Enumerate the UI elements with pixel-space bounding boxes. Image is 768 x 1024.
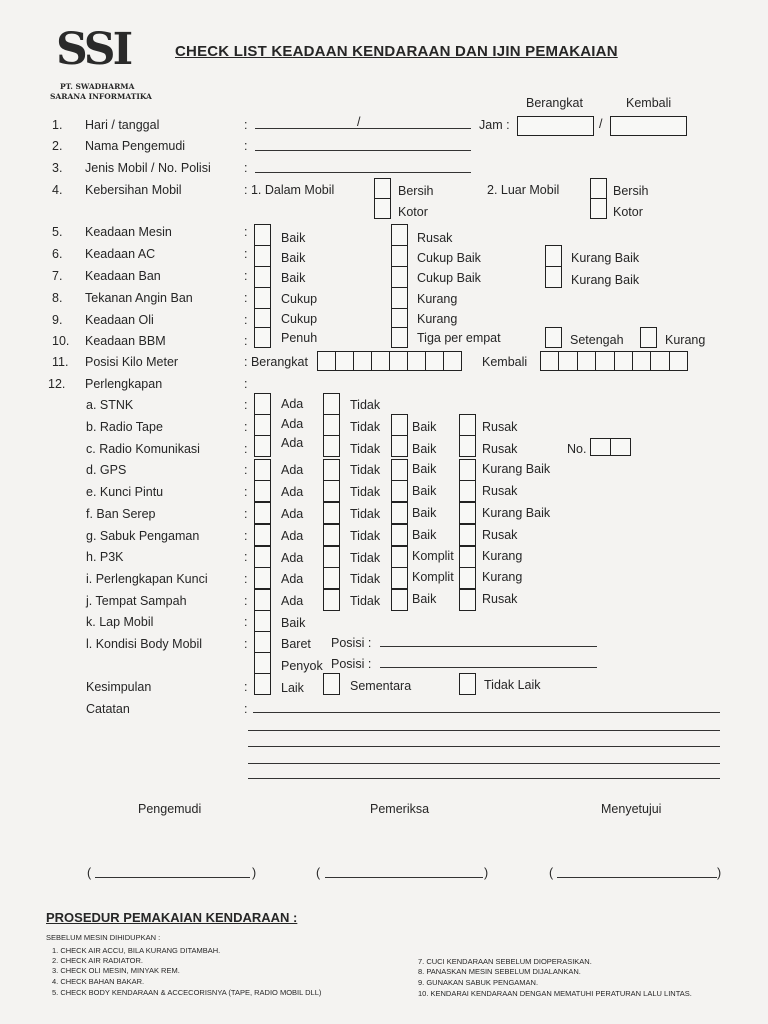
option-label: Ada <box>281 417 304 431</box>
paren-open: ( <box>87 866 92 880</box>
radio-number-boxes[interactable] <box>590 438 631 456</box>
option-label: Ada <box>281 485 304 499</box>
lap-mobil-label: k. Lap Mobil <box>86 615 154 629</box>
option-label: Rusak <box>417 231 453 245</box>
berangkat-label: : Berangkat <box>244 355 308 369</box>
option-label: Kurang Baik <box>482 462 551 476</box>
keadaan-oli-label: Keadaan Oli <box>85 313 154 327</box>
catatan-line-3[interactable] <box>248 746 720 747</box>
option-label: Kurang <box>417 292 458 306</box>
option-label: Baik <box>412 484 437 498</box>
kilo-meter-label: Posisi Kilo Meter <box>85 355 179 369</box>
row-number: 9. <box>52 313 63 327</box>
option-label: Tidak <box>350 485 381 499</box>
option-label: Tidak <box>350 398 381 412</box>
mesin-rusak-checkbox[interactable] <box>391 224 408 246</box>
colon: : <box>244 313 248 327</box>
km-kembali-boxes[interactable] <box>540 351 688 371</box>
radio-komunikasi-rusak-checkbox[interactable] <box>459 435 476 457</box>
gps-kurang-baik-checkbox[interactable] <box>459 459 476 481</box>
hari-tanggal-field[interactable] <box>255 128 471 129</box>
menyetujui-signature-line[interactable] <box>557 877 717 878</box>
sabuk-pengaman-label: g. Sabuk Pengaman <box>86 529 200 543</box>
row-number: 4. <box>52 183 63 197</box>
option-label: Baik <box>281 231 306 245</box>
ban-cukup-baik-checkbox[interactable] <box>391 266 408 288</box>
procedure-item: 3. CHECK OLI MESIN, MINYAK REM. <box>52 966 180 975</box>
option-label: Tidak <box>350 442 381 456</box>
kembali-header: Kembali <box>626 96 672 110</box>
row-number: 1. <box>52 118 63 132</box>
option-label: Tidak <box>350 463 381 477</box>
radio-tape-rusak-checkbox[interactable] <box>459 414 476 436</box>
procedure-item: 9. GUNAKAN SABUK PENGAMAN. <box>418 978 539 987</box>
option-label: Penuh <box>281 331 318 345</box>
colon: : <box>244 161 248 175</box>
bersih-label: Bersih <box>613 184 649 198</box>
option-label: Ada <box>281 463 304 477</box>
perlengkapan-kunci-komplit-checkbox[interactable] <box>391 567 408 589</box>
option-label: Kurang Baik <box>571 273 640 287</box>
perlengkapan-kunci-ada-checkbox[interactable] <box>254 567 271 589</box>
paren-open: ( <box>549 866 554 880</box>
kotor-label: Kotor <box>613 205 643 219</box>
radio-tape-tidak-checkbox[interactable] <box>323 414 340 436</box>
procedure-item: 7. CUCI KENDARAAN SEBELUM DIOPERASIKAN. <box>418 957 592 966</box>
ban-serep-label: f. Ban Serep <box>86 507 156 521</box>
option-label: Baik <box>281 271 306 285</box>
colon: : <box>244 463 248 477</box>
sabuk-baik-checkbox[interactable] <box>391 524 408 546</box>
colon: : <box>244 637 248 651</box>
option-label: Laik <box>281 681 304 695</box>
colon: : <box>244 529 248 543</box>
option-label: Ada <box>281 551 304 565</box>
tekanan-angin-label: Tekanan Angin Ban <box>85 291 193 305</box>
radio-tape-baik-checkbox[interactable] <box>391 414 408 436</box>
option-label: Baik <box>412 506 437 520</box>
gps-ada-checkbox[interactable] <box>254 459 271 481</box>
keadaan-ban-label: Keadaan Ban <box>85 269 161 283</box>
option-label: Baret <box>281 637 311 651</box>
km-berangkat-boxes[interactable] <box>317 351 462 371</box>
row-number: 5. <box>52 225 63 239</box>
ban-serep-kurang-baik-checkbox[interactable] <box>459 502 476 524</box>
procedure-title: PROSEDUR PEMAKAIAN KENDARAAN : <box>46 910 298 925</box>
p3k-komplit-checkbox[interactable] <box>391 546 408 568</box>
row-number: 11. <box>52 355 69 369</box>
form-title: CHECK LIST KEADAAN KENDARAAN DAN IJIN PEMAKAIAN <box>175 43 618 60</box>
perlengkapan-label: Perlengkapan <box>85 377 163 391</box>
tempat-sampah-baik-checkbox[interactable] <box>391 589 408 611</box>
ban-serep-ada-checkbox[interactable] <box>254 502 271 524</box>
pengemudi-signature-line[interactable] <box>95 877 250 878</box>
colon: : <box>244 442 248 456</box>
dalam-bersih-checkbox[interactable] <box>374 178 391 199</box>
jenis-mobil-field[interactable] <box>255 172 471 173</box>
option-label: Cukup <box>281 312 318 326</box>
row-number: 10. <box>52 334 70 348</box>
dalam-kotor-checkbox[interactable] <box>374 198 391 219</box>
row-number: 12. <box>48 377 66 391</box>
option-label: Baik <box>412 592 437 606</box>
colon: : <box>244 269 248 283</box>
row-number: 2. <box>52 139 63 153</box>
menyetujui-signature-label: Menyetujui <box>601 802 662 816</box>
option-label: Tidak <box>350 551 381 565</box>
berangkat-header: Berangkat <box>526 96 583 110</box>
company-name-line1: PT. SWADHARMA <box>60 82 135 91</box>
jam-slash: / <box>599 117 603 131</box>
colon: : <box>244 291 248 305</box>
option-label: Ada <box>281 507 304 521</box>
p3k-ada-checkbox[interactable] <box>254 546 271 568</box>
radio-komunikasi-ada-checkbox[interactable] <box>254 435 271 457</box>
sabuk-tidak-checkbox[interactable] <box>323 524 340 546</box>
option-label: Baik <box>281 251 306 265</box>
angin-cukup-checkbox[interactable] <box>254 287 271 309</box>
kesimpulan-label: Kesimpulan <box>86 680 152 694</box>
luar-kotor-checkbox[interactable] <box>590 198 607 219</box>
paren-close: ) <box>484 866 489 880</box>
paren-close: ) <box>252 866 257 880</box>
no-label: No. <box>567 442 587 456</box>
colon: : <box>244 702 248 716</box>
colon: : <box>244 139 248 153</box>
stnk-label: a. STNK <box>86 398 134 412</box>
procedure-item: 4. CHECK BAHAN BAKAR. <box>52 977 145 986</box>
ac-kurang-baik-checkbox[interactable] <box>545 245 562 267</box>
option-label: Baik <box>412 528 437 542</box>
catatan-line-4[interactable] <box>248 763 720 764</box>
p3k-label: h. P3K <box>86 550 124 564</box>
posisi-baret-field[interactable] <box>380 646 597 647</box>
catatan-line-1[interactable] <box>253 712 720 713</box>
bbm-penuh-checkbox[interactable] <box>254 327 271 348</box>
ban-serep-baik-checkbox[interactable] <box>391 502 408 524</box>
row-number: 8. <box>52 291 63 305</box>
bbm-tiga-per-empat-checkbox[interactable] <box>391 327 408 348</box>
ssi-logo: SSI <box>56 24 131 75</box>
procedure-item: 10. KENDARAI KENDARAAN DENGAN MEMATUHI PERATURAN LALU LINTAS. <box>418 989 692 998</box>
colon: : <box>244 420 248 434</box>
option-label: Kurang Baik <box>482 506 551 520</box>
option-label: Setengah <box>570 333 624 347</box>
row-number: 3. <box>52 161 63 175</box>
option-label: Kurang <box>665 333 706 347</box>
option-label: Kurang <box>482 549 523 563</box>
option-label: Tidak <box>350 420 381 434</box>
row-number: 6. <box>52 247 63 261</box>
kunci-pintu-ada-checkbox[interactable] <box>254 480 271 502</box>
ban-serep-tidak-checkbox[interactable] <box>323 502 340 524</box>
kunci-pintu-label: e. Kunci Pintu <box>86 485 164 499</box>
option-label: Tidak <box>350 529 381 543</box>
kotor-label: Kotor <box>398 205 428 219</box>
tempat-sampah-ada-checkbox[interactable] <box>254 589 271 611</box>
ban-baik-checkbox[interactable] <box>254 266 271 288</box>
jam-kembali-box[interactable] <box>610 116 687 136</box>
option-label: Tidak Laik <box>484 678 541 692</box>
kebersihan-label: Kebersihan Mobil <box>85 183 182 197</box>
lap-mobil-baik-checkbox[interactable] <box>254 610 271 632</box>
option-label: Ada <box>281 529 304 543</box>
option-label: Baik <box>412 420 437 434</box>
tempat-sampah-rusak-checkbox[interactable] <box>459 589 476 611</box>
option-label: Tidak <box>350 594 381 608</box>
pemeriksa-signature-label: Pemeriksa <box>370 802 430 816</box>
colon: : <box>244 572 248 586</box>
sementara-checkbox[interactable] <box>323 673 340 695</box>
option-label: Penyok <box>281 659 323 673</box>
colon: : <box>244 398 248 412</box>
perlengkapan-kunci-tidak-checkbox[interactable] <box>323 567 340 589</box>
bbm-setengah-checkbox[interactable] <box>545 327 562 348</box>
option-label: Cukup <box>281 292 318 306</box>
luar-mobil-label: 2. Luar Mobil <box>487 183 560 197</box>
option-label: Sementara <box>350 679 412 693</box>
radio-komunikasi-label: c. Radio Komunikasi <box>86 442 200 456</box>
posisi-label: Posisi : <box>331 657 372 671</box>
radio-komunikasi-baik-checkbox[interactable] <box>391 435 408 457</box>
stnk-tidak-checkbox[interactable] <box>323 393 340 415</box>
option-label: Cukup Baik <box>417 271 481 285</box>
option-label: Kurang <box>482 570 523 584</box>
option-label: Cukup Baik <box>417 251 481 265</box>
perlengkapan-kunci-kurang-checkbox[interactable] <box>459 567 476 589</box>
procedure-item: 2. CHECK AIR RADIATOR. <box>52 956 143 965</box>
colon: : <box>244 680 248 694</box>
colon: : <box>244 334 248 348</box>
procedure-item: 8. PANASKAN MESIN SEBELUM DIJALANKAN. <box>418 967 581 976</box>
procedure-item: 5. CHECK BODY KENDARAAN & ACCECORISNYA (TAPE, RADIO MOBIL DLL) <box>52 988 322 997</box>
option-label: Komplit <box>412 570 454 584</box>
bersih-label: Bersih <box>398 184 434 198</box>
company-name-line2: SARANA INFORMATIKA <box>50 92 152 101</box>
option-label: Baik <box>281 616 306 630</box>
angin-kurang-checkbox[interactable] <box>391 287 408 309</box>
ac-baik-checkbox[interactable] <box>254 245 271 267</box>
keadaan-ac-label: Keadaan AC <box>85 247 156 261</box>
option-label: Ada <box>281 397 304 411</box>
bbm-kurang-checkbox[interactable] <box>640 327 657 348</box>
mesin-baik-checkbox[interactable] <box>254 224 271 246</box>
procedure-subtitle: SEBELUM MESIN DIHIDUPKAN : <box>46 933 161 942</box>
keadaan-bbm-label: Keadaan BBM <box>85 334 166 348</box>
option-label: Baik <box>412 462 437 476</box>
jam-label: Jam : <box>479 118 510 132</box>
kondisi-body-label: l. Kondisi Body Mobil <box>86 637 203 651</box>
option-label: Rusak <box>482 528 518 542</box>
option-label: Rusak <box>482 420 518 434</box>
kunci-pintu-rusak-checkbox[interactable] <box>459 480 476 502</box>
sabuk-ada-checkbox[interactable] <box>254 524 271 546</box>
paren-close: ) <box>717 866 722 880</box>
date-slash: / <box>357 115 361 129</box>
option-label: Tidak <box>350 507 381 521</box>
radio-tape-ada-checkbox[interactable] <box>254 414 271 436</box>
tempat-sampah-label: j. Tempat Sampah <box>86 594 187 608</box>
p3k-kurang-checkbox[interactable] <box>459 546 476 568</box>
colon: : <box>244 247 248 261</box>
dalam-mobil-label: : 1. Dalam Mobil <box>244 183 335 197</box>
catatan-line-5[interactable] <box>248 778 720 779</box>
option-label: Kurang Baik <box>571 251 640 265</box>
colon: : <box>244 594 248 608</box>
posisi-penyok-field[interactable] <box>380 667 597 668</box>
paren-open: ( <box>316 866 321 880</box>
kunci-pintu-baik-checkbox[interactable] <box>391 480 408 502</box>
option-label: Tiga per empat <box>417 331 501 345</box>
p3k-tidak-checkbox[interactable] <box>323 546 340 568</box>
colon: : <box>244 118 248 132</box>
row-number: 7. <box>52 269 63 283</box>
kunci-pintu-tidak-checkbox[interactable] <box>323 480 340 502</box>
tidak-laik-checkbox[interactable] <box>459 673 476 695</box>
colon: : <box>244 225 248 239</box>
option-label: Rusak <box>482 592 518 606</box>
keadaan-mesin-label: Keadaan Mesin <box>85 225 172 239</box>
option-label: Baik <box>412 442 437 456</box>
catatan-label: Catatan <box>86 702 130 716</box>
tempat-sampah-tidak-checkbox[interactable] <box>323 589 340 611</box>
option-label: Komplit <box>412 549 454 563</box>
radio-komunikasi-tidak-checkbox[interactable] <box>323 435 340 457</box>
jam-berangkat-box[interactable] <box>517 116 594 136</box>
colon: : <box>244 615 248 629</box>
option-label: Ada <box>281 572 304 586</box>
colon: : <box>244 377 248 391</box>
sabuk-rusak-checkbox[interactable] <box>459 524 476 546</box>
colon: : <box>244 485 248 499</box>
laik-checkbox[interactable] <box>254 673 271 695</box>
body-penyok-checkbox[interactable] <box>254 652 271 674</box>
procedure-item: 1. CHECK AIR ACCU, BILA KURANG DITAMBAH. <box>52 946 221 955</box>
option-label: Rusak <box>482 484 518 498</box>
colon: : <box>244 507 248 521</box>
nama-pengemudi-field[interactable] <box>255 150 471 151</box>
pemeriksa-signature-line[interactable] <box>325 877 483 878</box>
option-label: Rusak <box>482 442 518 456</box>
stnk-ada-checkbox[interactable] <box>254 393 271 415</box>
gps-tidak-checkbox[interactable] <box>323 459 340 481</box>
pengemudi-signature-label: Pengemudi <box>138 802 202 816</box>
jenis-mobil-label: Jenis Mobil / No. Polisi <box>85 161 211 175</box>
gps-baik-checkbox[interactable] <box>391 459 408 481</box>
ban-kurang-baik-checkbox[interactable] <box>545 266 562 288</box>
body-baret-checkbox[interactable] <box>254 631 271 653</box>
option-label: Ada <box>281 436 304 450</box>
ac-cukup-baik-checkbox[interactable] <box>391 245 408 267</box>
option-label: Ada <box>281 594 304 608</box>
luar-bersih-checkbox[interactable] <box>590 178 607 199</box>
gps-label: d. GPS <box>86 463 127 477</box>
option-label: Kurang <box>417 312 458 326</box>
kembali-label: Kembali <box>482 355 528 369</box>
colon: : <box>244 550 248 564</box>
radio-tape-label: b. Radio Tape <box>86 420 163 434</box>
perlengkapan-kunci-label: i. Perlengkapan Kunci <box>86 572 208 586</box>
hari-tanggal-label: Hari / tanggal <box>85 118 160 132</box>
catatan-line-2[interactable] <box>248 730 720 731</box>
option-label: Tidak <box>350 572 381 586</box>
posisi-label: Posisi : <box>331 636 372 650</box>
nama-pengemudi-label: Nama Pengemudi <box>85 139 186 153</box>
